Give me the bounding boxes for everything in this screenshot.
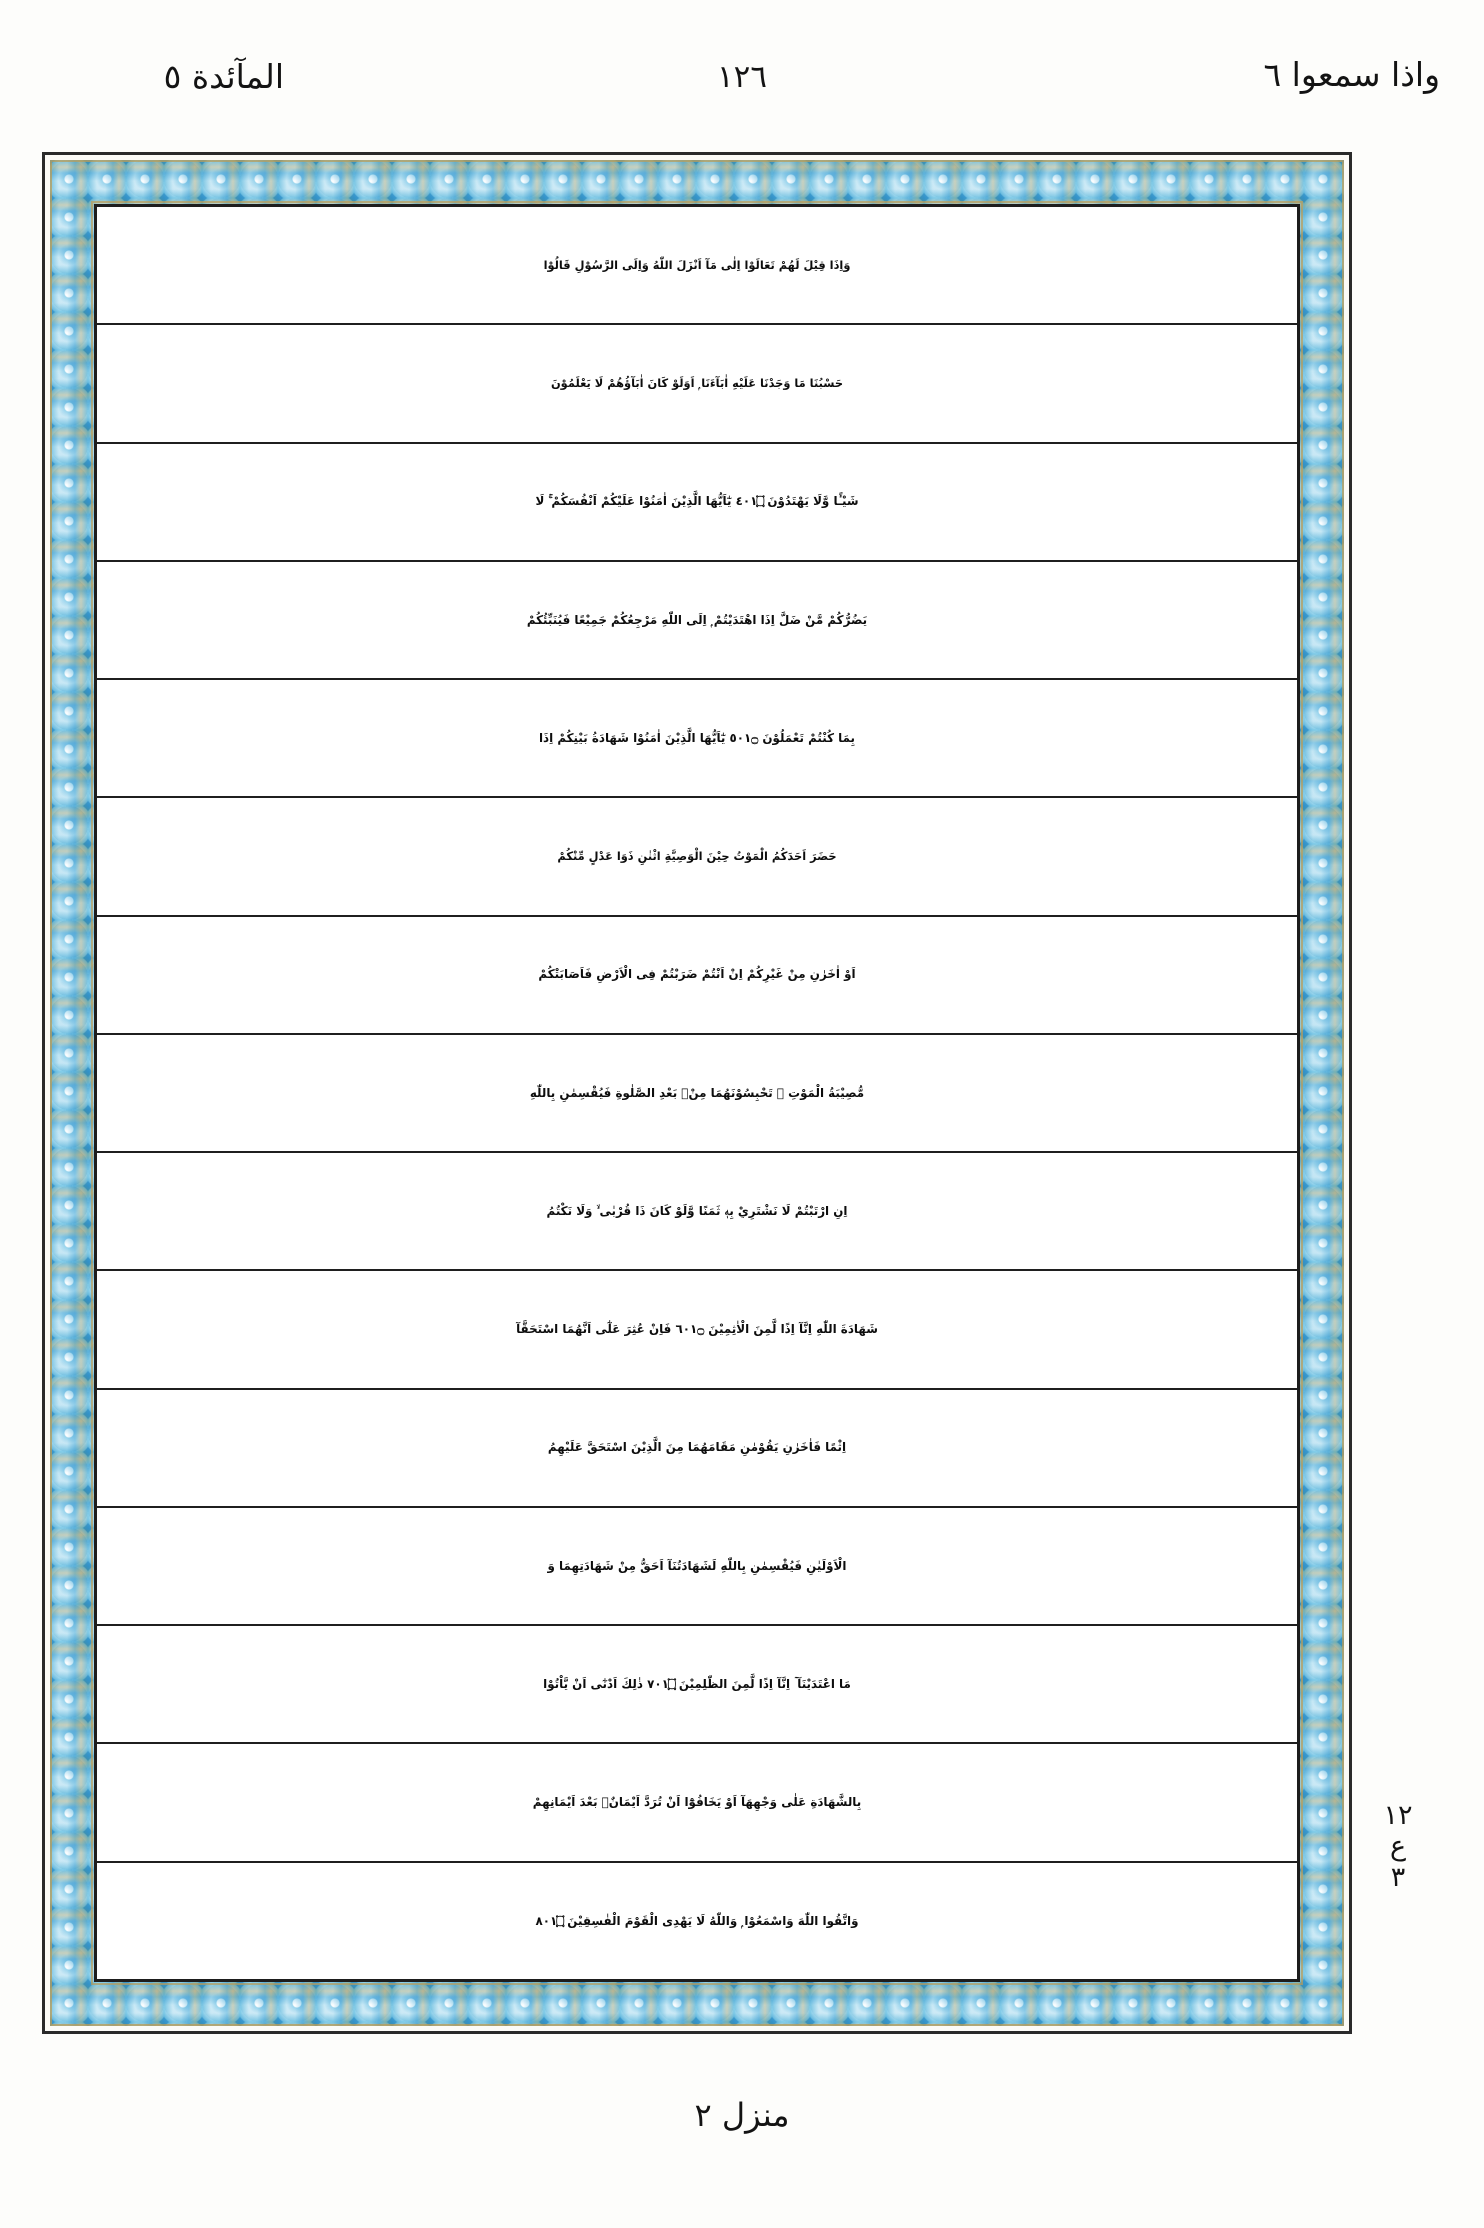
ruku-count: ١٢ — [1383, 1800, 1413, 1831]
quran-line — [97, 1863, 1297, 1979]
quran-line-text: اِثْمًا فَاٰخَرٰنِ يَقُوْمٰنِ مَقَامَهُمَا مِنَ الَّذِيْنَ اسْتَحَقَّ عَلَيْهِمُ — [547, 1440, 847, 1455]
ruku-number: ٣ — [1390, 1862, 1406, 1894]
quran-line — [97, 917, 1297, 1035]
quran-line — [97, 1153, 1297, 1271]
quran-line-text: وَاِذَا قِيْلَ لَهُمْ تَعَالَوْا اِلٰى مَآ اَنْزَلَ اللّٰهُ وَاِلَى الرَّسُوْلِ قَالُوْا — [543, 258, 851, 273]
ornamental-page-frame — [42, 152, 1352, 2034]
quran-line-text: الْاَوْلَيٰنِ فَيُقْسِمٰنِ بِاللّٰهِ لَشَهَادَتُنَآ اَحَقُّ مِنْ شَهَادَتِهِمَا وَ — [547, 1558, 847, 1573]
quran-line — [97, 1744, 1297, 1862]
quran-line — [97, 798, 1297, 916]
page-number: ١٢٦ — [717, 59, 767, 95]
surah-name-label: المآئدة ٥ — [163, 57, 284, 96]
quran-line-text: شَهَادَةَ اللّٰهِ اِنَّآ اِذًا لَّمِنَ الْاٰثِمِيْنَ ۝١٠٦ فَاِنْ عُثِرَ عَلٰٓى اَنَّهُمَا اسْتَحَقَّآ — [516, 1322, 878, 1337]
quran-line — [97, 1035, 1297, 1153]
quran-line-text: شَيْـًٔا وَّلَا يَهْتَدُوْنَ ۝١٠٤ يٰٓاَيُّهَا الَّذِيْنَ اٰمَنُوْا عَلَيْكُمْ اَنْفُسَكُمْ ۚ لَا — [535, 494, 859, 509]
quran-line — [97, 1626, 1297, 1744]
quran-line — [97, 1271, 1297, 1389]
quran-line-text: اِنِ ارْتَبْتُمْ لَا نَشْتَرِيْ بِهٖ ثَمَنًا وَّلَوْ كَانَ ذَا قُرْبٰى ۙ وَلَا نَكْتُمُ — [546, 1203, 848, 1218]
floral-border-band — [50, 160, 1344, 2026]
quran-line — [97, 1390, 1297, 1508]
quran-line-text: بِالشَّهَادَةِ عَلٰى وَجْهِهَآ اَوْ يَخَافُوْٓا اَنْ تُرَدَّ اَيْمَانٌۢ بَعْدَ اَيْمَانِهِمْ — [532, 1795, 862, 1810]
quran-line — [97, 1508, 1297, 1626]
quran-line-list — [97, 207, 1297, 1979]
quran-line-text: حَضَرَ اَحَدَكُمُ الْمَوْتُ حِيْنَ الْوَصِيَّةِ اثْنٰنِ ذَوَا عَدْلٍ مِّنْكُمْ — [557, 849, 837, 864]
quran-line — [97, 680, 1297, 798]
page-footer — [0, 2096, 1484, 2134]
juz-name-label: واذا سمعوا ٦ — [1263, 55, 1440, 94]
quran-line-text: اَوْ اٰخَرٰنِ مِنْ غَيْرِكُمْ اِنْ اَنْتُمْ ضَرَبْتُمْ فِى الْاَرْضِ فَاَصَابَتْكُمْ — [538, 967, 856, 982]
ruku-symbol-icon: ع — [1389, 1831, 1407, 1863]
page-header — [0, 52, 1484, 124]
quran-line-text: حَسْبُنَا مَا وَجَدْنَا عَلَيْهِ اٰبَآءَنَا ۭ اَوَلَوْ كَانَ اٰبَآؤُهُمْ لَا يَعْلَمُوْنَ — [550, 376, 844, 391]
quran-line — [97, 562, 1297, 680]
quran-line — [97, 325, 1297, 443]
quran-line-text: مَا اعْتَدَيْنَآ ۡ اِنَّآ اِذًا لَّمِنَ الظّٰلِمِيْنَ ۝١٠٧ ذٰلِكَ اَدْنٰٓى اَنْ يَّاْتُوْا — [543, 1677, 851, 1692]
quran-line-text: مُّصِيْبَةُ الْمَوْتِ ۭ تَحْبِسُوْنَهُمَا مِنْۢ بَعْدِ الصَّلٰوةِ فَيُقْسِمٰنِ بِاللّٰهِ — [529, 1085, 865, 1100]
quran-text-panel — [94, 204, 1300, 1982]
quran-line-text: وَاتَّقُوا اللّٰهَ وَاسْمَعُوْا ۭ وَاللّٰهُ لَا يَهْدِى الْقَوْمَ الْفٰسِقِيْنَ ۝١٠٨ — [535, 1913, 859, 1928]
manzil-label: منزل ٢ — [694, 2096, 790, 2134]
quran-line-text: يَضُرُّكُمْ مَّنْ ضَلَّ اِذَا اهْتَدَيْتُمْ ۭ اِلَى اللّٰهِ مَرْجِعُكُمْ جَمِيْعًا فَيُنَبِّئُكُمْ — [526, 612, 868, 627]
quran-line — [97, 444, 1297, 562]
ruku-marker — [1368, 1800, 1428, 1893]
quran-line — [97, 207, 1297, 325]
quran-line-text: بِمَا كُنْتُمْ تَعْمَلُوْنَ ۝١٠٥ يٰٓاَيُّهَا الَّذِيْنَ اٰمَنُوْا شَهَادَةُ بَيْنِكُمْ اِذَا — [538, 730, 856, 745]
